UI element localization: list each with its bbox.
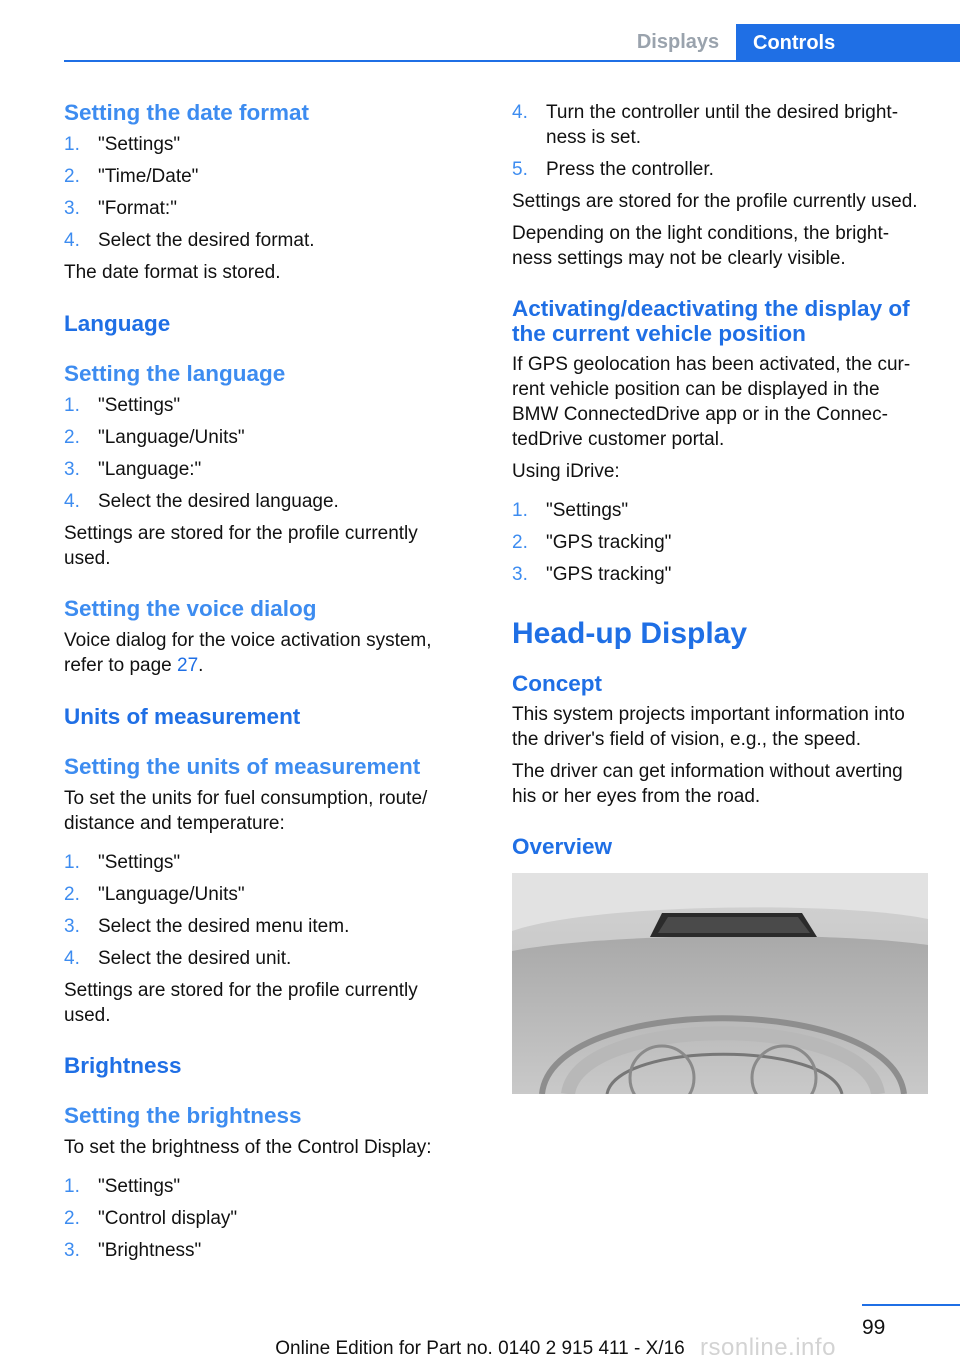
list-item: 3. "GPS tracking" xyxy=(512,564,672,585)
list-item: 3. "Language:" xyxy=(64,459,202,480)
tab-displays[interactable]: Displays xyxy=(620,24,736,60)
edition-note: Online Edition for Part no. 0140 2 915 411 - X/16 xyxy=(275,1338,685,1359)
gps-steps xyxy=(512,498,930,587)
gps-heading: Activating/deactivating the display of the current vehicle position xyxy=(512,296,910,346)
tab-controls[interactable]: Controls xyxy=(736,24,960,62)
overview-heading: Overview xyxy=(512,834,613,859)
section-voice-dialog xyxy=(64,596,464,678)
section-date-format xyxy=(64,100,464,285)
hud-title: Head-up Display xyxy=(512,617,748,650)
list-item: 3. "Format:" xyxy=(64,198,177,219)
brightness-steps xyxy=(64,1174,464,1263)
brightness-note-2: Depending on the light conditions, the bright‐ ness settings may not be clearly visible. xyxy=(512,223,890,269)
gps-text: If GPS geolocation has been activated, the cur‐ rent vehicle position can be displayed in the BMW ConnectedDrive app or in the Connec‐ tedDrive customer portal. xyxy=(512,354,911,450)
voice-dialog-heading: Setting the voice dialog xyxy=(64,596,317,621)
list-item: 2. "Time/Date" xyxy=(64,166,199,187)
brightness-note-1: Settings are stored for the profile currently used. xyxy=(512,191,918,212)
section-units xyxy=(64,704,464,1028)
list-item: 5. Press the controller. xyxy=(512,159,714,180)
left-column xyxy=(64,100,464,1270)
date-format-heading: Setting the date format xyxy=(64,100,310,125)
watermark: rsonline.info xyxy=(700,1334,836,1361)
page-number: 99 xyxy=(862,1316,886,1339)
brightness-subheading: Setting the brightness xyxy=(64,1103,302,1128)
units-subheading: Setting the units of measurement xyxy=(64,754,421,779)
section-gps xyxy=(512,296,930,587)
list-item: 4. Select the desired language. xyxy=(64,491,339,512)
voice-dialog-text: Voice dialog for the voice activation system, refer to page 27. xyxy=(64,630,432,676)
list-item: 3. Select the desired menu item. xyxy=(64,916,350,937)
list-item: 4. Select the desired format. xyxy=(64,230,315,251)
units-intro: To set the units for fuel consumption, route/ distance and temperature: xyxy=(64,788,428,834)
list-item: 1. "Settings" xyxy=(512,500,629,521)
list-item: 1. "Settings" xyxy=(64,852,181,873)
header-rule xyxy=(64,60,960,62)
list-item: 2. "Language/Units" xyxy=(64,884,245,905)
language-heading: Language xyxy=(64,311,171,336)
list-item: 1. "Settings" xyxy=(64,1176,181,1197)
right-column xyxy=(512,100,930,1094)
gps-using: Using iDrive: xyxy=(512,461,620,482)
footer-rule xyxy=(862,1304,960,1306)
language-subheading: Setting the language xyxy=(64,361,286,386)
language-note: Settings are stored for the profile currently used. xyxy=(64,523,418,569)
list-item: 2. "Language/Units" xyxy=(64,427,245,448)
section-language xyxy=(64,311,464,571)
brightness-steps-continued xyxy=(512,100,930,182)
list-item: 3. "Brightness" xyxy=(64,1240,202,1261)
section-hud xyxy=(512,617,930,1094)
section-brightness xyxy=(64,1053,464,1263)
list-item: 2. "Control display" xyxy=(64,1208,238,1229)
units-note: Settings are stored for the profile currently used. xyxy=(64,980,418,1026)
date-format-steps xyxy=(64,132,464,253)
list-item: 2. "GPS tracking" xyxy=(512,532,672,553)
concept-heading: Concept xyxy=(512,671,602,696)
list-item: 4. Turn the controller until the desired bright‐ ness is set. xyxy=(512,102,899,148)
units-steps xyxy=(64,850,464,971)
language-steps xyxy=(64,393,464,514)
hud-overview-image xyxy=(512,873,928,1094)
dashboard-illustration xyxy=(512,873,928,1094)
concept-text-2: The driver can get information without averting his or her eyes from the road. xyxy=(512,761,903,807)
brightness-heading: Brightness xyxy=(64,1053,182,1078)
page-link[interactable]: 27 xyxy=(177,655,199,676)
concept-text-1: This system projects important information into the driver's field of vision, e.g., the speed. xyxy=(512,704,905,750)
list-item: 1. "Settings" xyxy=(64,395,181,416)
units-heading: Units of measurement xyxy=(64,704,301,729)
date-format-note: The date format is stored. xyxy=(64,262,281,283)
list-item: 1. "Settings" xyxy=(64,134,181,155)
brightness-intro: To set the brightness of the Control Display: xyxy=(64,1137,432,1158)
list-item: 4. Select the desired unit. xyxy=(64,948,292,969)
